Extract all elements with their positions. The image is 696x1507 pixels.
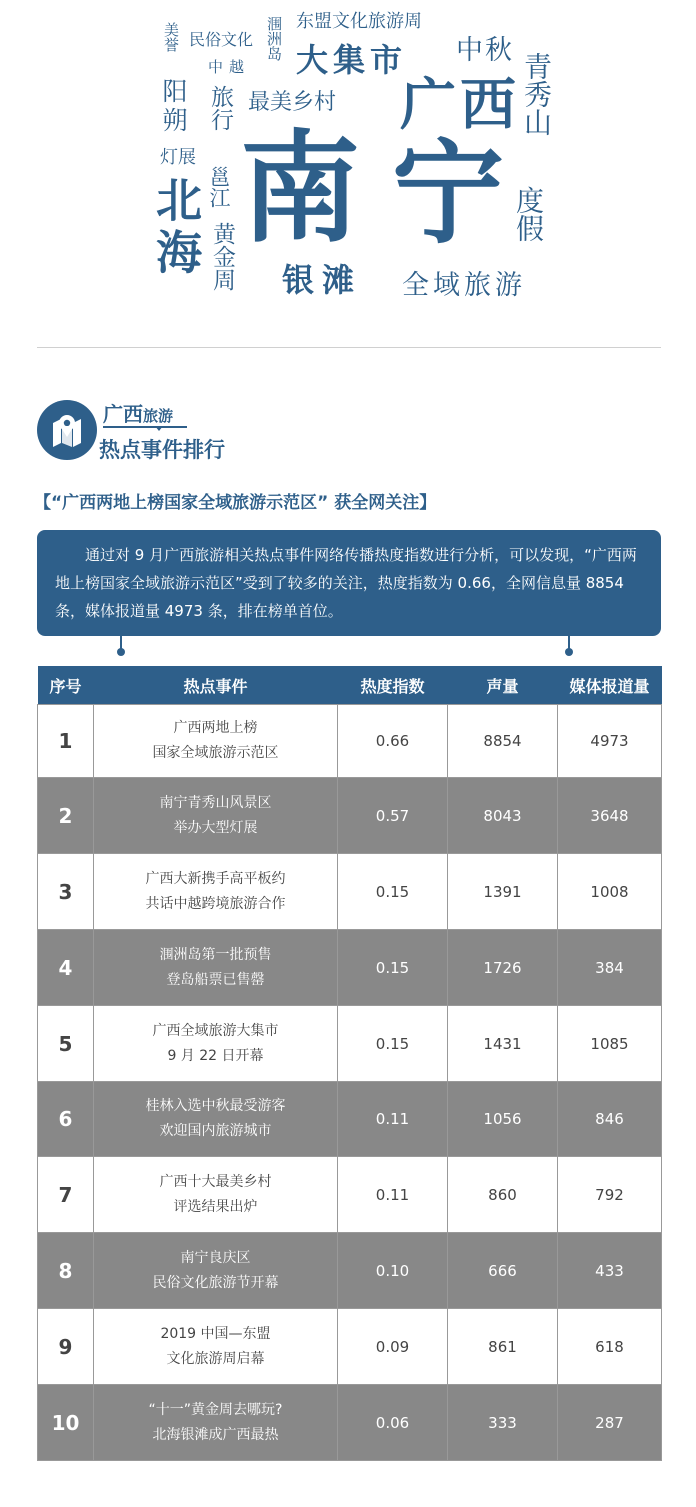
cell-heat: 0.57	[338, 778, 448, 854]
section-heading	[37, 398, 337, 468]
cloud-word: 涠洲岛	[265, 16, 283, 61]
cell-event	[94, 1233, 338, 1309]
cell-event	[94, 1309, 338, 1385]
table-row	[38, 1006, 662, 1082]
cell-heat: 0.66	[338, 705, 448, 778]
summary-box	[37, 530, 661, 636]
cell-event	[94, 1385, 338, 1461]
header-event: 热点事件	[94, 666, 338, 705]
section-subtitle: 热点事件排行	[99, 438, 225, 462]
cell-volume: 860	[448, 1157, 558, 1233]
event-line: 南宁青秀山风景区	[159, 794, 272, 811]
event-line: 涠洲岛第一批预售	[159, 946, 272, 963]
header-rank: 序号	[38, 666, 94, 705]
cell-media: 1008	[558, 854, 662, 930]
event-line: 广西十大最美乡村	[159, 1173, 272, 1190]
cell-media: 433	[558, 1233, 662, 1309]
cell-heat: 0.15	[338, 930, 448, 1006]
cell-volume: 1726	[448, 930, 558, 1006]
event-line: 2019 中国—东盟	[160, 1325, 271, 1342]
cloud-word: 银滩	[282, 261, 363, 299]
cloud-word: 东盟文化旅游周	[296, 11, 422, 32]
cell-media: 792	[558, 1157, 662, 1233]
table-row	[38, 1157, 662, 1233]
cloud-word: 阳朔	[159, 78, 188, 136]
header-media: 媒体报道量	[558, 666, 662, 705]
title-notch	[155, 426, 163, 431]
table-row	[38, 930, 662, 1006]
event-line: “十一”黄金周去哪玩?	[148, 1401, 283, 1418]
cloud-word: 旅行	[207, 85, 233, 131]
cloud-word: 中越	[208, 58, 251, 76]
section-divider	[37, 347, 661, 348]
cell-media: 3648	[558, 778, 662, 854]
header-volume: 声量	[448, 666, 558, 705]
cell-event	[94, 930, 338, 1006]
cell-event	[94, 854, 338, 930]
cloud-word: 宁	[392, 129, 504, 259]
event-line: 广西大新携手高平板约	[145, 870, 286, 887]
cloud-word: 邕江	[207, 166, 231, 208]
table-row	[38, 1309, 662, 1385]
cell-event	[94, 1082, 338, 1157]
highlight-title: 【“广西两地上榜国家全域旅游示范区” 获全网关注】	[34, 493, 437, 513]
cell-rank: 7	[38, 1157, 94, 1233]
cell-volume: 8043	[448, 778, 558, 854]
cell-media: 1085	[558, 1006, 662, 1082]
cell-rank: 9	[38, 1309, 94, 1385]
title-underline	[103, 426, 187, 428]
word-cloud	[0, 0, 696, 330]
cell-volume: 333	[448, 1385, 558, 1461]
cell-rank: 3	[38, 854, 94, 930]
header-heat: 热度指数	[338, 666, 448, 705]
cloud-word: 大集市	[296, 41, 408, 79]
cloud-word: 全域旅游	[402, 270, 526, 301]
summary-text: 通过对 9 月广西旅游相关热点事件网络传播热度指数进行分析，可以发现，“广西两地上榜国家全域旅游示范区”受到了较多的关注，热度指数为 0.66，全网信息量 8854 条，媒体报道量 4973 条，排在榜单首位。	[55, 546, 637, 620]
event-line: 国家全域旅游示范区	[152, 745, 279, 761]
cell-volume: 1431	[448, 1006, 558, 1082]
table-header-row	[38, 666, 662, 705]
cell-heat: 0.11	[338, 1082, 448, 1157]
event-line: 评选结果出炉	[173, 1198, 258, 1215]
cell-media: 618	[558, 1309, 662, 1385]
cell-media: 384	[558, 930, 662, 1006]
cell-volume: 1056	[448, 1082, 558, 1157]
event-line: 欢迎国内旅游城市	[159, 1123, 272, 1139]
cell-rank: 10	[38, 1385, 94, 1461]
cell-media: 4973	[558, 705, 662, 778]
event-line: 南宁良庆区	[180, 1249, 251, 1266]
cell-rank: 5	[38, 1006, 94, 1082]
cell-event	[94, 1157, 338, 1233]
event-line: 文化旅游周启幕	[166, 1350, 265, 1367]
cell-rank: 2	[38, 778, 94, 854]
cloud-word: 美誉	[162, 22, 180, 52]
cloud-word: 灯展	[160, 147, 196, 168]
summary-pin-left	[120, 636, 122, 650]
table-row	[38, 705, 662, 778]
cell-rank: 1	[38, 705, 94, 778]
event-line: 共话中越跨境旅游合作	[145, 895, 286, 912]
cell-rank: 4	[38, 930, 94, 1006]
event-line: 北海银滩成广西最热	[152, 1426, 279, 1443]
table-row	[38, 778, 662, 854]
event-line: 广西全域旅游大集市	[152, 1022, 279, 1039]
table-row	[38, 1082, 662, 1157]
table-row	[38, 854, 662, 930]
cloud-word: 南	[240, 120, 360, 259]
cloud-word: 中秋	[456, 35, 514, 66]
event-line: 9 月 22 日开幕	[167, 1047, 264, 1064]
cell-rank: 6	[38, 1082, 94, 1157]
map-pin-icon	[37, 400, 97, 460]
cell-media: 846	[558, 1082, 662, 1157]
cloud-word: 广西	[400, 73, 520, 138]
cell-event	[94, 778, 338, 854]
cloud-word: 青秀山	[520, 52, 553, 136]
cell-volume: 666	[448, 1233, 558, 1309]
event-line: 登岛船票已售罄	[166, 971, 265, 988]
cell-heat: 0.11	[338, 1157, 448, 1233]
table-row	[38, 1385, 662, 1461]
cell-heat: 0.06	[338, 1385, 448, 1461]
cloud-word: 民俗文化	[189, 30, 254, 49]
cell-heat: 0.10	[338, 1233, 448, 1309]
cell-volume: 1391	[448, 854, 558, 930]
cell-heat: 0.09	[338, 1309, 448, 1385]
cell-heat: 0.15	[338, 854, 448, 930]
event-line: 举办大型灯展	[173, 819, 258, 836]
cell-volume: 8854	[448, 705, 558, 778]
cell-event	[94, 705, 338, 778]
cell-media: 287	[558, 1385, 662, 1461]
cloud-word: 北海	[149, 176, 203, 280]
cell-rank: 8	[38, 1233, 94, 1309]
event-line: 桂林入选中秋最受游客	[145, 1098, 286, 1114]
event-line: 广西两地上榜	[173, 720, 258, 736]
ranking-table	[37, 666, 662, 1461]
event-line: 民俗文化旅游节开幕	[152, 1274, 279, 1291]
cloud-word: 度假	[512, 186, 545, 242]
table-row	[38, 1233, 662, 1309]
cell-heat: 0.15	[338, 1006, 448, 1082]
cloud-word: 黄金周	[209, 222, 235, 291]
cloud-word: 最美乡村	[248, 90, 337, 115]
cell-event	[94, 1006, 338, 1082]
section-title: 广西旅游	[103, 402, 174, 426]
cell-volume: 861	[448, 1309, 558, 1385]
summary-pin-right	[568, 636, 570, 650]
